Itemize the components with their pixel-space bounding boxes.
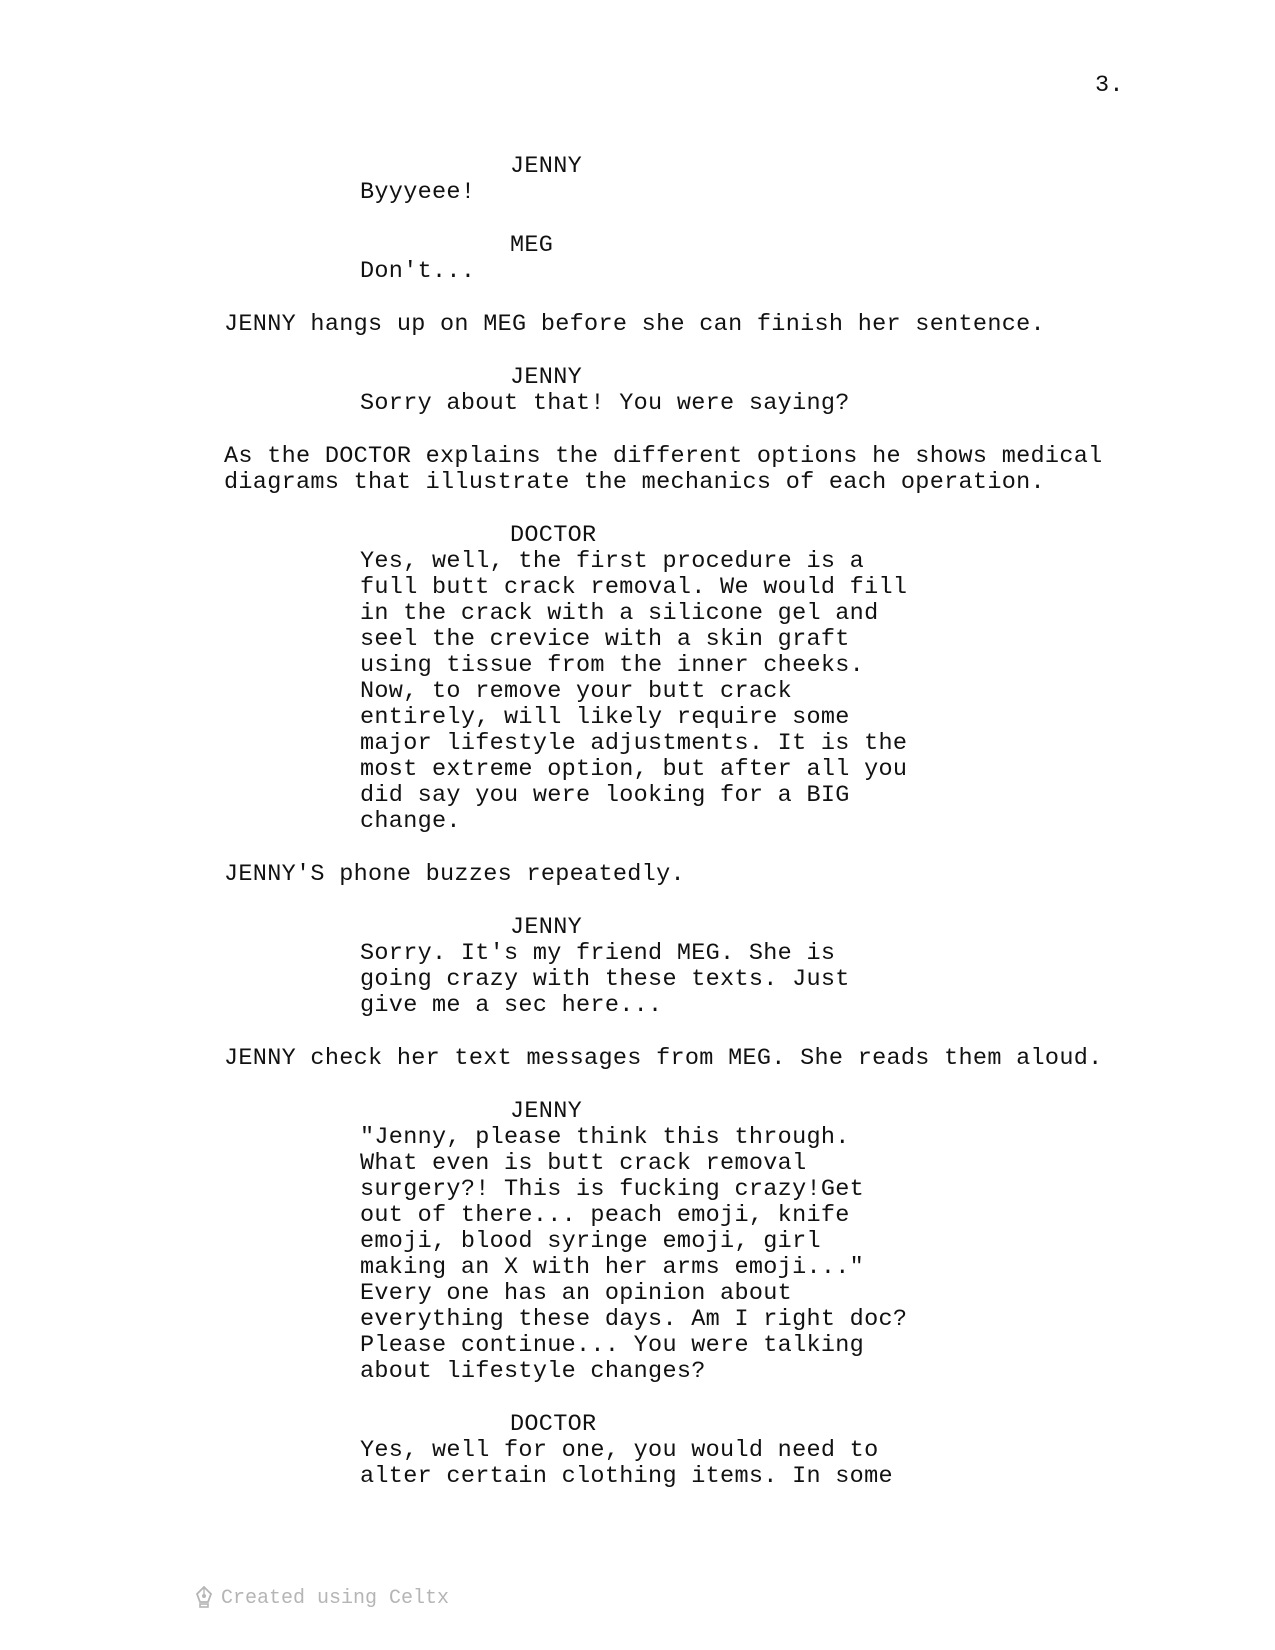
action-line: diagrams that illustrate the mechanics of each operation.: [224, 469, 1045, 496]
dialogue-line: most extreme option, but after all you: [360, 756, 908, 783]
dialogue-line: surgery?! This is fucking crazy!Get: [360, 1176, 865, 1203]
character-cue: JENNY: [510, 364, 583, 391]
dialogue-line: using tissue from the inner cheeks.: [360, 652, 865, 679]
dialogue-line: emoji, blood syringe emoji, girl: [360, 1228, 821, 1255]
dialogue-line: entirely, will likely require some: [360, 704, 850, 731]
dialogue-line: give me a sec here...: [360, 992, 663, 1019]
dialogue-line: making an X with her arms emoji...": [360, 1254, 865, 1281]
action-line: JENNY check her text messages from MEG. She reads them aloud.: [224, 1045, 1103, 1072]
dialogue-line: in the crack with a silicone gel and: [360, 600, 879, 627]
character-cue: JENNY: [510, 914, 583, 941]
dialogue-line: Sorry. It's my friend MEG. She is: [360, 940, 836, 967]
character-cue: MEG: [510, 232, 554, 259]
dialogue-line: change.: [360, 808, 461, 835]
dialogue-line: Don't...: [360, 258, 476, 285]
dialogue-line: "Jenny, please think this through.: [360, 1124, 850, 1151]
dialogue-line: Now, to remove your butt crack: [360, 678, 793, 705]
dialogue-line: did say you were looking for a BIG: [360, 782, 850, 809]
footer-text: Created using Celtx: [221, 1586, 450, 1610]
character-cue: DOCTOR: [510, 522, 597, 549]
dialogue-line: Yes, well for one, you would need to: [360, 1437, 879, 1464]
character-cue: JENNY: [510, 1098, 583, 1125]
action-line: JENNY hangs up on MEG before she can finish her sentence.: [224, 311, 1045, 338]
character-cue: DOCTOR: [510, 1411, 597, 1438]
action-line: JENNY'S phone buzzes repeatedly.: [224, 861, 685, 888]
dialogue-line: seel the crevice with a skin graft: [360, 626, 850, 653]
celtx-pen-icon: [195, 1586, 213, 1610]
celtx-footer: [195, 1586, 449, 1610]
dialogue-line: Please continue... You were talking: [360, 1332, 865, 1359]
action-line: As the DOCTOR explains the different options he shows medical: [224, 443, 1103, 470]
dialogue-line: alter certain clothing items. In some: [360, 1463, 893, 1490]
dialogue-line: Every one has an opinion about: [360, 1280, 793, 1307]
dialogue-line: Yes, well, the first procedure is a: [360, 548, 865, 575]
dialogue-line: Sorry about that! You were saying?: [360, 390, 850, 417]
dialogue-line: major lifestyle adjustments. It is the: [360, 730, 908, 757]
dialogue-line: full butt crack removal. We would fill: [360, 574, 908, 601]
dialogue-line: everything these days. Am I right doc?: [360, 1306, 908, 1333]
dialogue-line: Byyyeee!: [360, 179, 476, 206]
dialogue-line: going crazy with these texts. Just: [360, 966, 850, 993]
dialogue-line: What even is butt crack removal: [360, 1150, 807, 1177]
character-cue: JENNY: [510, 153, 583, 180]
dialogue-line: out of there... peach emoji, knife: [360, 1202, 850, 1229]
page-number: 3.: [1095, 72, 1124, 99]
dialogue-line: about lifestyle changes?: [360, 1358, 706, 1385]
